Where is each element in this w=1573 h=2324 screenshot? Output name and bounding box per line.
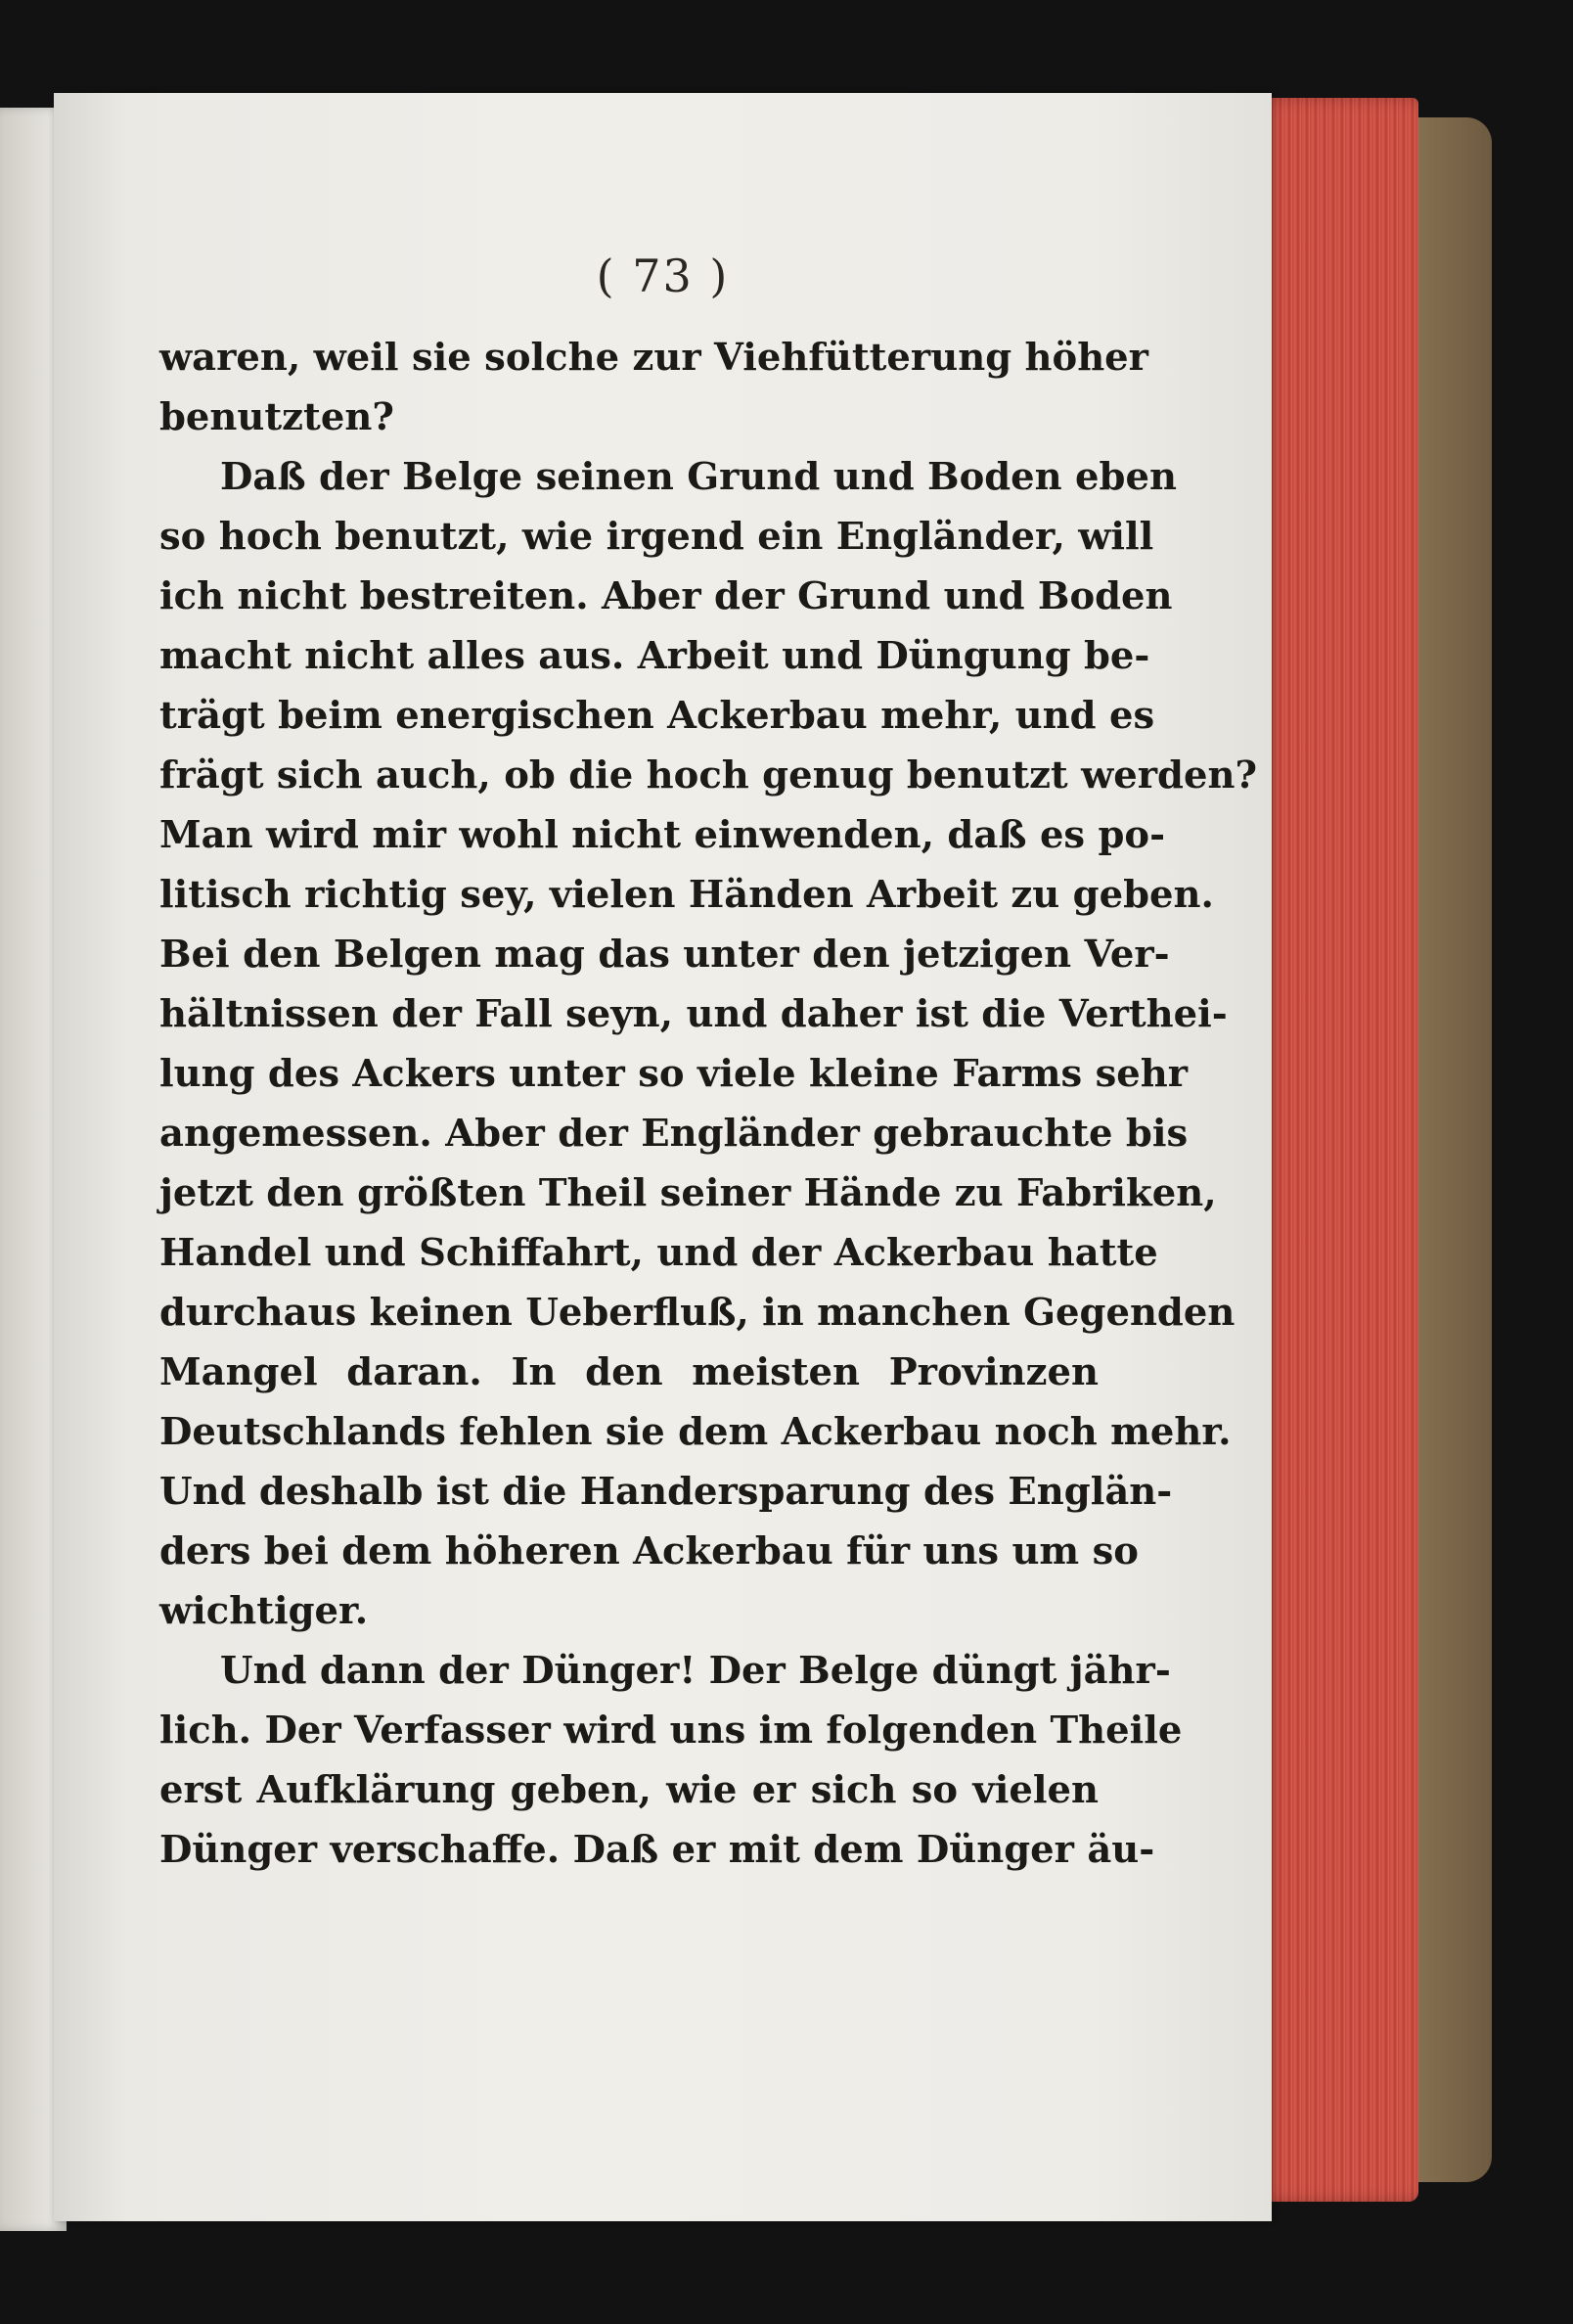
text-line: litisch richtig sey, vielen Händen Arbeit zu geben.	[159, 873, 1214, 917]
book-page	[54, 93, 1272, 2221]
text-line: so hoch benutzt, wie irgend ein Engländer, will	[159, 515, 1154, 559]
text-line: Man wird mir wohl nicht einwenden, daß es po-	[159, 813, 1166, 857]
text-line: Und dann der Dünger! Der Belge düngt jähr-	[220, 1649, 1171, 1693]
text-line: lich. Der Verfasser wird uns im folgenden Theile	[159, 1709, 1183, 1753]
text-line: frägt sich auch, ob die hoch genug benutzt werden?	[159, 753, 1258, 797]
text-line: Und deshalb ist die Handersparung des Englän-	[159, 1470, 1173, 1514]
text-line: Daß der Belge seinen Grund und Boden eben	[220, 455, 1177, 499]
text-line: macht nicht alles aus. Arbeit und Düngung be-	[159, 634, 1150, 678]
text-line: benutzten?	[159, 395, 394, 439]
text-line: wichtiger.	[159, 1589, 369, 1633]
text-line: trägt beim energischen Ackerbau mehr, und es	[159, 694, 1155, 738]
text-line: Bei den Belgen mag das unter den jetzigen Ver-	[159, 933, 1170, 977]
page-number: ( 73 )	[596, 250, 730, 302]
text-line: ich nicht bestreiten. Aber der Grund und Boden	[159, 574, 1173, 618]
text-line: hältnissen der Fall seyn, und daher ist die Verthei-	[159, 992, 1228, 1036]
text-line: durchaus keinen Ueberfluß, in manchen Gegenden	[159, 1291, 1236, 1335]
red-page-edges	[1257, 98, 1418, 2202]
page-body-text	[159, 328, 1258, 1880]
text-line: erst Aufklärung geben, wie er sich so vielen	[159, 1768, 1099, 1812]
text-line: Deutschlands fehlen sie dem Ackerbau noch mehr.	[159, 1410, 1232, 1454]
text-line: Dünger verschaffe. Daß er mit dem Dünger äu-	[159, 1828, 1155, 1872]
text-line: ders bei dem höheren Ackerbau für uns um so	[159, 1529, 1139, 1573]
text-line: jetzt den größten Theil seiner Hände zu Fabriken,	[159, 1171, 1217, 1215]
text-line: Mangel daran. In den meisten Provinzen	[159, 1350, 1099, 1394]
text-line: Handel und Schiffahrt, und der Ackerbau hatte	[159, 1231, 1158, 1275]
text-line: waren, weil sie solche zur Viehfütterung höher	[159, 336, 1148, 380]
text-line: angemessen. Aber der Engländer gebrauchte bis	[159, 1112, 1189, 1156]
text-line: lung des Ackers unter so viele kleine Farms sehr	[159, 1052, 1189, 1096]
